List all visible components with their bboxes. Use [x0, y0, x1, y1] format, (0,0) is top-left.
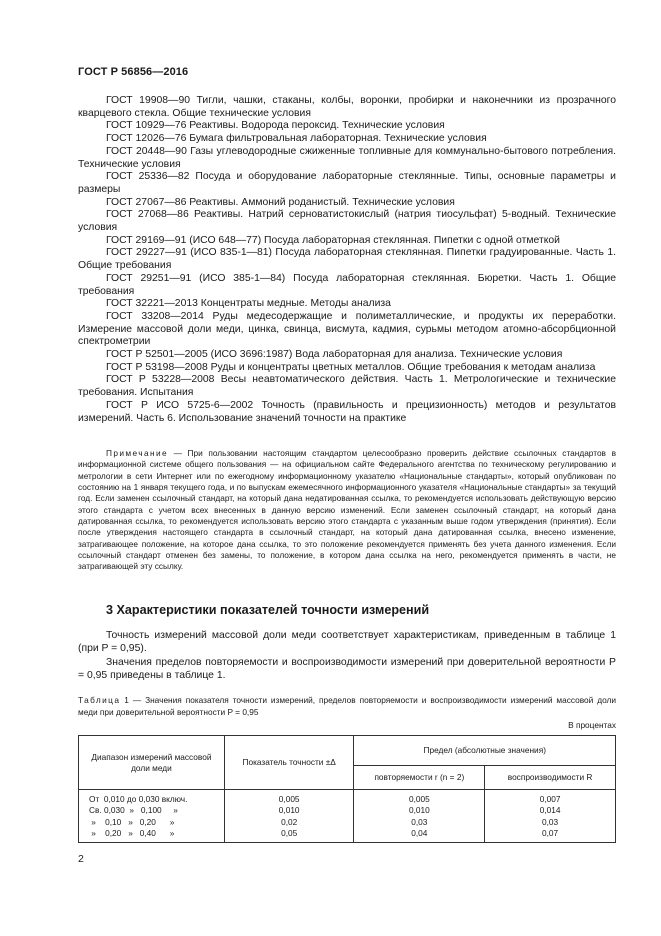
cell-range: » 0,10 » 0,20 » [79, 817, 225, 828]
section-body [78, 630, 616, 684]
cell-range: » 0,20 » 0,40 » [79, 828, 225, 843]
cell-reproducibility: 0,07 [485, 828, 616, 843]
table-row [79, 790, 616, 806]
accuracy-table [78, 735, 616, 843]
header-accuracy: Показатель точности ±Δ [224, 736, 354, 790]
cell-repeatability: 0,04 [354, 828, 485, 843]
table-caption-label: Таблица [78, 695, 121, 705]
cell-reproducibility: 0,014 [485, 805, 616, 816]
reference-item: ГОСТ Р 53198—2008 Руды и концентраты цветных металлов. Общие требования к методам анализа [106, 361, 596, 373]
reference-item: ГОСТ 29251—91 (ИСО 385-1—84) Посуда лабораторная стеклянная. Бюретки. Часть 1. Общие требования [78, 272, 616, 297]
reference-item: ГОСТ 32221—2013 Концентраты медные. Методы анализа [106, 298, 391, 310]
header-repeatability: повторяемости r (n = 2) [354, 766, 485, 790]
reference-item: ГОСТ 19908—90 Тигли, чашки, стаканы, колбы, воронки, пробирки и наконечники из прозрачного кварцевого стекла. Общие технические условия [78, 95, 616, 119]
cell-repeatability: 0,03 [354, 817, 485, 828]
cell-accuracy: 0,05 [224, 828, 354, 843]
cell-accuracy: 0,02 [224, 817, 354, 828]
header-range: Диапазон измерений массовой доли меди [79, 736, 225, 790]
note-label: Примечание [106, 448, 169, 458]
table-caption-text: 1 — Значения показателя точности измерений, пределов повторяемости и воспроизводимости измерений массовой доли меди при доверительной вероятности P = 0,95 [78, 695, 616, 718]
section-heading: 3 Характеристики показателей точности измерений [106, 603, 430, 617]
reference-item: ГОСТ 29227—91 (ИСО 835-1—81) Посуда лабораторная стеклянная. Пипетки градуированные. Часть 1. Общие требования [78, 247, 616, 272]
reference-item: ГОСТ 10929—76 Реактивы. Водорода пероксид. Технические условия [106, 120, 445, 132]
table-row [79, 805, 616, 816]
cell-accuracy: 0,005 [224, 790, 354, 806]
page-number: 2 [78, 853, 84, 865]
cell-repeatability: 0,005 [354, 790, 485, 806]
reference-item: ГОСТ 25336—82 Посуда и оборудование лабораторные стеклянные. Типы, основные параметры и размеры [78, 171, 616, 195]
reference-item: ГОСТ 27068—86 Реактивы. Натрий серноватистокислый (натрия тиосульфат) 5-водный. Технические условия [78, 209, 616, 234]
reference-item: ГОСТ Р 53228—2008 Весы неавтоматического действия. Часть 1. Метрологические и технические требования. Испытания [78, 374, 616, 399]
reference-item: ГОСТ 33208—2014 Руды медесодержащие и полиметаллические, и продукты их переработки. Измерение массовой доли меди, цинка, свинца, висмута, кадмия, сурьмы методом атомно-абсорбционной спектрометрии [78, 310, 616, 348]
table-units: В процентах [568, 720, 616, 730]
body-paragraph: Точность измерений массовой доли меди соответствует характеристикам, приведенным в таблице 1 (при P = 0,95). [78, 630, 616, 654]
cell-range: От 0,010 до 0,030 включ. [79, 790, 225, 806]
reference-item: ГОСТ 29169—91 (ИСО 648—77) Посуда лабораторная стеклянная. Пипетки с одной отметкой [106, 234, 560, 246]
cell-repeatability: 0,010 [354, 805, 485, 816]
header-reproducibility: воспроизводимости R [485, 766, 616, 790]
reference-item: ГОСТ 12026—76 Бумага фильтровальная лабораторная. Технические условия [106, 133, 487, 145]
reference-item: ГОСТ Р 52501—2005 (ИСО 3696:1987) Вода лабораторная для анализа. Технические условия [106, 349, 563, 361]
cell-reproducibility: 0,03 [485, 817, 616, 828]
reference-item: ГОСТ 20448—90 Газы углеводородные сжиженные топливные для коммунально-бытового потребления. Технические условия [78, 145, 616, 170]
table-caption [78, 694, 616, 718]
table-row [79, 828, 616, 843]
normative-references-list [78, 95, 616, 425]
header-limit-group: Предел (абсолютные значения) [354, 736, 616, 766]
table-row [79, 817, 616, 828]
references-note [78, 448, 616, 573]
reference-item: ГОСТ 27067—86 Реактивы. Аммоний роданистый. Технические условия [106, 196, 455, 208]
cell-reproducibility: 0,007 [485, 790, 616, 806]
reference-item: ГОСТ Р ИСО 5725-6—2002 Точность (правильность и прецизионность) методов и результатов измерений. Часть 6. Использование значений точности на практике [78, 399, 616, 424]
body-paragraph: Значения пределов повторяемости и воспроизводимости измерений при доверительной вероятности P = 0,95 приведены в таблице 1. [78, 656, 616, 681]
note-text: — При пользовании настоящим стандартом целесообразно проверить действие ссылочных стандартов в информационной системе общего пользования — на официальном сайте Федерального агентства по техническому регулированию и метрологии в сети Интернет или по ежегодному информационному указателю «Национальные стандарты», который опубликован по состоянию на 1 января текущего года, и по выпускам ежемесячного информационного указателя «Национальные стандарты» за текущий год. Если заменен ссылочный стандарт, на который дана недатированная ссылка, то рекомендуется использовать действующую версию этого стандарта с учетом всех внесенных в данную версию изменений. Если заменен ссылочный стандарт, на который дана датированная ссылка, то рекомендуется использовать версию этого стандарта с указанным выше годом утверждения (принятия). Если после утверждения настоящего стандарта в ссылочный стандарт, на который дана датированная ссылка, внесено изменение, затрагивающее положение, на которое дана ссылка, то это положение рекомендуется применять без учета данного изменения. Если ссылочный стандарт отменен без замены, то положение, в котором дана ссылка на него, рекомендуется применять в части, не затрагивающей эту ссылку. [78, 448, 616, 572]
cell-accuracy: 0,010 [224, 805, 354, 816]
cell-range: Св. 0,030 » 0,100 » [79, 805, 225, 816]
document-header-title: ГОСТ Р 56856—2016 [78, 66, 189, 78]
